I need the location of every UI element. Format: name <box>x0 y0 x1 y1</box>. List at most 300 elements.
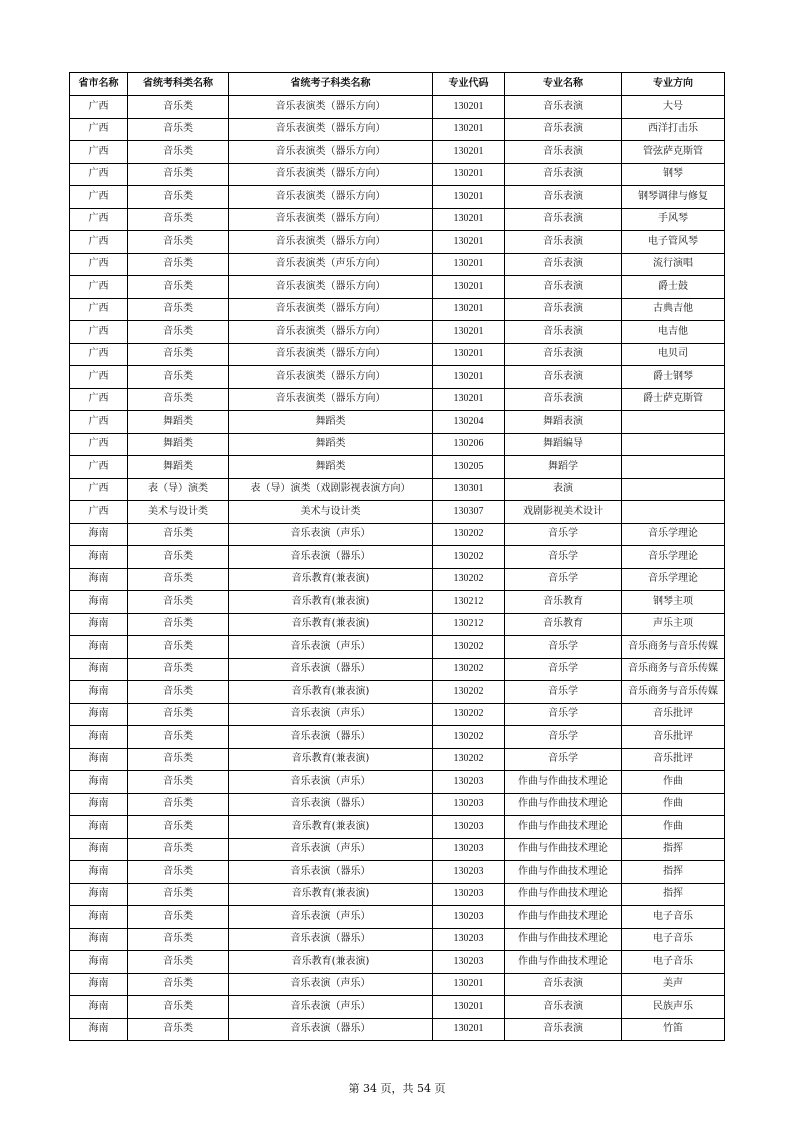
table-row <box>70 726 725 749</box>
cell-major-code: 130201 <box>433 186 505 209</box>
cell-province: 海南 <box>70 748 128 771</box>
cell-subcategory: 音乐教育(兼表演) <box>229 883 433 906</box>
cell-category: 音乐类 <box>128 366 229 389</box>
cell-major-code: 130203 <box>433 793 505 816</box>
table-header-row <box>70 73 725 96</box>
table-row <box>70 793 725 816</box>
cell-subcategory: 音乐表演（器乐） <box>229 1018 433 1041</box>
cell-major-direction: 电吉他 <box>622 321 725 344</box>
cell-subcategory: 音乐表演类（器乐方向） <box>229 163 433 186</box>
cell-category: 音乐类 <box>128 906 229 929</box>
cell-province: 海南 <box>70 793 128 816</box>
cell-major-direction: 爵士钢琴 <box>622 366 725 389</box>
cell-category: 音乐类 <box>128 883 229 906</box>
cell-province: 广西 <box>70 141 128 164</box>
cell-category: 音乐类 <box>128 681 229 704</box>
cell-major-direction: 民族声乐 <box>622 996 725 1019</box>
cell-subcategory: 音乐表演类（器乐方向） <box>229 276 433 299</box>
cell-major-code: 130212 <box>433 613 505 636</box>
cell-category: 音乐类 <box>128 208 229 231</box>
cell-province: 海南 <box>70 726 128 749</box>
table-row <box>70 973 725 996</box>
table-row <box>70 321 725 344</box>
cell-province: 广西 <box>70 388 128 411</box>
cell-major-direction: 音乐商务与音乐传媒 <box>622 681 725 704</box>
cell-major-code: 130201 <box>433 996 505 1019</box>
table-row <box>70 298 725 321</box>
cell-province: 海南 <box>70 703 128 726</box>
cell-subcategory: 音乐表演类（器乐方向） <box>229 366 433 389</box>
cell-category: 音乐类 <box>128 771 229 794</box>
cell-major-code: 130201 <box>433 253 505 276</box>
cell-category: 音乐类 <box>128 96 229 119</box>
cell-major-name: 音乐学 <box>505 703 622 726</box>
cell-major-direction: 作曲 <box>622 816 725 839</box>
cell-category: 音乐类 <box>128 861 229 884</box>
cell-major-direction: 指挥 <box>622 838 725 861</box>
cell-major-direction: 钢琴 <box>622 163 725 186</box>
cell-major-name: 音乐学 <box>505 681 622 704</box>
cell-major-name: 音乐学 <box>505 636 622 659</box>
cell-province: 广西 <box>70 163 128 186</box>
cell-subcategory: 音乐教育(兼表演) <box>229 816 433 839</box>
cell-category: 音乐类 <box>128 343 229 366</box>
major-table <box>69 72 725 1041</box>
cell-major-direction: 音乐商务与音乐传媒 <box>622 636 725 659</box>
cell-major-code: 130201 <box>433 388 505 411</box>
cell-subcategory: 音乐表演（声乐） <box>229 973 433 996</box>
cell-major-name: 音乐表演 <box>505 96 622 119</box>
cell-major-code: 130202 <box>433 726 505 749</box>
cell-major-code: 130201 <box>433 208 505 231</box>
cell-major-name: 音乐表演 <box>505 276 622 299</box>
cell-province: 海南 <box>70 906 128 929</box>
cell-category: 音乐类 <box>128 973 229 996</box>
cell-major-name: 音乐表演 <box>505 996 622 1019</box>
cell-major-direction <box>622 478 725 501</box>
cell-major-name: 舞蹈编导 <box>505 433 622 456</box>
cell-major-code: 130202 <box>433 748 505 771</box>
cell-major-name: 音乐表演 <box>505 388 622 411</box>
cell-major-name: 作曲与作曲技术理论 <box>505 928 622 951</box>
table-row <box>70 208 725 231</box>
cell-category: 音乐类 <box>128 321 229 344</box>
cell-major-name: 作曲与作曲技术理论 <box>505 883 622 906</box>
cell-major-direction: 音乐批评 <box>622 703 725 726</box>
cell-province: 广西 <box>70 96 128 119</box>
cell-category: 音乐类 <box>128 703 229 726</box>
cell-major-name: 音乐表演 <box>505 253 622 276</box>
table-row <box>70 163 725 186</box>
cell-major-code: 130201 <box>433 96 505 119</box>
cell-category: 舞蹈类 <box>128 411 229 434</box>
cell-major-direction <box>622 501 725 524</box>
cell-category: 音乐类 <box>128 523 229 546</box>
cell-major-code: 130201 <box>433 118 505 141</box>
cell-major-code: 130201 <box>433 276 505 299</box>
cell-subcategory: 音乐表演（声乐） <box>229 996 433 1019</box>
table-row <box>70 366 725 389</box>
table-row <box>70 703 725 726</box>
table-row <box>70 231 725 254</box>
cell-category: 音乐类 <box>128 568 229 591</box>
cell-province: 海南 <box>70 816 128 839</box>
cell-major-name: 音乐教育 <box>505 591 622 614</box>
cell-major-name: 音乐表演 <box>505 208 622 231</box>
cell-major-direction: 钢琴主项 <box>622 591 725 614</box>
cell-major-name: 作曲与作曲技术理论 <box>505 906 622 929</box>
cell-major-direction: 音乐批评 <box>622 726 725 749</box>
cell-subcategory: 音乐表演类（器乐方向） <box>229 231 433 254</box>
cell-major-name: 音乐表演 <box>505 1018 622 1041</box>
cell-subcategory: 音乐表演（声乐） <box>229 523 433 546</box>
cell-province: 海南 <box>70 591 128 614</box>
cell-major-code: 130307 <box>433 501 505 524</box>
cell-province: 广西 <box>70 501 128 524</box>
cell-major-name: 音乐表演 <box>505 186 622 209</box>
cell-province: 广西 <box>70 118 128 141</box>
table-row <box>70 253 725 276</box>
cell-province: 海南 <box>70 928 128 951</box>
cell-major-code: 130203 <box>433 883 505 906</box>
cell-major-code: 130203 <box>433 951 505 974</box>
cell-province: 广西 <box>70 456 128 479</box>
cell-major-code: 130201 <box>433 973 505 996</box>
cell-province: 广西 <box>70 366 128 389</box>
cell-category: 舞蹈类 <box>128 433 229 456</box>
cell-major-direction: 音乐学理论 <box>622 523 725 546</box>
cell-major-code: 130202 <box>433 681 505 704</box>
header-category: 省统考科类名称 <box>128 73 229 96</box>
cell-province: 海南 <box>70 523 128 546</box>
cell-category: 表（导）演类 <box>128 478 229 501</box>
cell-subcategory: 音乐表演（器乐） <box>229 546 433 569</box>
cell-major-name: 音乐学 <box>505 523 622 546</box>
cell-province: 海南 <box>70 681 128 704</box>
cell-subcategory: 音乐教育(兼表演) <box>229 613 433 636</box>
cell-province: 海南 <box>70 546 128 569</box>
table-row <box>70 276 725 299</box>
cell-subcategory: 音乐教育(兼表演) <box>229 681 433 704</box>
cell-subcategory: 音乐表演类（器乐方向） <box>229 343 433 366</box>
cell-major-direction: 爵士鼓 <box>622 276 725 299</box>
cell-major-direction: 指挥 <box>622 861 725 884</box>
cell-major-name: 音乐学 <box>505 568 622 591</box>
cell-province: 海南 <box>70 613 128 636</box>
cell-subcategory: 音乐表演类（器乐方向） <box>229 141 433 164</box>
cell-major-code: 130201 <box>433 141 505 164</box>
table-row <box>70 748 725 771</box>
cell-major-direction: 音乐学理论 <box>622 568 725 591</box>
cell-major-direction: 竹笛 <box>622 1018 725 1041</box>
cell-major-name: 音乐表演 <box>505 118 622 141</box>
table-row <box>70 478 725 501</box>
cell-major-direction: 声乐主项 <box>622 613 725 636</box>
cell-major-direction: 音乐商务与音乐传媒 <box>622 658 725 681</box>
cell-major-code: 130212 <box>433 591 505 614</box>
cell-subcategory: 音乐表演类（器乐方向） <box>229 118 433 141</box>
cell-major-code: 130203 <box>433 838 505 861</box>
cell-subcategory: 音乐教育(兼表演) <box>229 591 433 614</box>
cell-province: 广西 <box>70 411 128 434</box>
cell-subcategory: 音乐表演（声乐） <box>229 703 433 726</box>
cell-major-direction: 流行演唱 <box>622 253 725 276</box>
cell-major-code: 130201 <box>433 163 505 186</box>
cell-subcategory: 舞蹈类 <box>229 411 433 434</box>
cell-major-name: 音乐学 <box>505 658 622 681</box>
table-row <box>70 96 725 119</box>
cell-subcategory: 音乐教育(兼表演) <box>229 951 433 974</box>
table-row <box>70 838 725 861</box>
cell-subcategory: 音乐教育(兼表演) <box>229 568 433 591</box>
cell-province: 广西 <box>70 276 128 299</box>
table-row <box>70 996 725 1019</box>
cell-major-direction: 作曲 <box>622 771 725 794</box>
cell-province: 广西 <box>70 478 128 501</box>
cell-major-code: 130204 <box>433 411 505 434</box>
table-row <box>70 906 725 929</box>
table-row <box>70 816 725 839</box>
cell-major-direction: 音乐学理论 <box>622 546 725 569</box>
table-row <box>70 928 725 951</box>
cell-category: 舞蹈类 <box>128 456 229 479</box>
cell-major-name: 音乐教育 <box>505 613 622 636</box>
cell-category: 音乐类 <box>128 388 229 411</box>
cell-subcategory: 音乐表演（声乐） <box>229 636 433 659</box>
table-row <box>70 433 725 456</box>
page-footer: 第 34 页，共 54 页 <box>348 1082 446 1095</box>
table-row <box>70 343 725 366</box>
table-row <box>70 658 725 681</box>
table-row <box>70 501 725 524</box>
table-row <box>70 568 725 591</box>
cell-category: 音乐类 <box>128 231 229 254</box>
cell-major-name: 音乐表演 <box>505 343 622 366</box>
cell-category: 音乐类 <box>128 186 229 209</box>
cell-major-direction: 钢琴调律与修复 <box>622 186 725 209</box>
cell-category: 音乐类 <box>128 1018 229 1041</box>
cell-subcategory: 音乐表演（器乐） <box>229 658 433 681</box>
cell-major-direction: 音乐批评 <box>622 748 725 771</box>
cell-major-name: 作曲与作曲技术理论 <box>505 838 622 861</box>
cell-major-code: 130203 <box>433 906 505 929</box>
cell-subcategory: 音乐表演类（器乐方向） <box>229 96 433 119</box>
cell-province: 海南 <box>70 658 128 681</box>
cell-major-direction: 西洋打击乐 <box>622 118 725 141</box>
cell-subcategory: 音乐表演（声乐） <box>229 838 433 861</box>
cell-major-code: 130203 <box>433 771 505 794</box>
cell-category: 美术与设计类 <box>128 501 229 524</box>
cell-major-direction: 爵士萨克斯管 <box>622 388 725 411</box>
cell-category: 音乐类 <box>128 996 229 1019</box>
cell-major-direction: 管弦萨克斯管 <box>622 141 725 164</box>
table-row <box>70 861 725 884</box>
cell-major-name: 表演 <box>505 478 622 501</box>
cell-major-name: 音乐表演 <box>505 231 622 254</box>
cell-category: 音乐类 <box>128 276 229 299</box>
cell-major-code: 130202 <box>433 636 505 659</box>
cell-major-direction: 电贝司 <box>622 343 725 366</box>
table-row <box>70 636 725 659</box>
cell-province: 广西 <box>70 433 128 456</box>
cell-major-direction: 电子音乐 <box>622 951 725 974</box>
cell-province: 广西 <box>70 231 128 254</box>
cell-major-name: 作曲与作曲技术理论 <box>505 816 622 839</box>
cell-province: 广西 <box>70 186 128 209</box>
cell-major-name: 音乐表演 <box>505 973 622 996</box>
table-row <box>70 523 725 546</box>
cell-subcategory: 音乐表演类（器乐方向） <box>229 186 433 209</box>
cell-province: 广西 <box>70 208 128 231</box>
table-row <box>70 141 725 164</box>
cell-category: 音乐类 <box>128 838 229 861</box>
cell-major-direction <box>622 411 725 434</box>
cell-major-direction: 指挥 <box>622 883 725 906</box>
cell-major-code: 130201 <box>433 366 505 389</box>
header-province: 省市名称 <box>70 73 128 96</box>
cell-category: 音乐类 <box>128 748 229 771</box>
cell-subcategory: 音乐表演（声乐） <box>229 771 433 794</box>
cell-major-name: 音乐学 <box>505 726 622 749</box>
cell-province: 海南 <box>70 951 128 974</box>
cell-major-code: 130205 <box>433 456 505 479</box>
cell-subcategory: 音乐教育(兼表演) <box>229 748 433 771</box>
cell-major-code: 130201 <box>433 321 505 344</box>
cell-major-code: 130203 <box>433 816 505 839</box>
cell-subcategory: 表（导）演类（戏剧影视表演方向） <box>229 478 433 501</box>
cell-province: 广西 <box>70 343 128 366</box>
table-row <box>70 456 725 479</box>
table-row <box>70 681 725 704</box>
cell-subcategory: 舞蹈类 <box>229 433 433 456</box>
cell-major-name: 音乐表演 <box>505 366 622 389</box>
cell-major-code: 130202 <box>433 568 505 591</box>
cell-category: 音乐类 <box>128 816 229 839</box>
cell-category: 音乐类 <box>128 118 229 141</box>
cell-subcategory: 音乐表演类（器乐方向） <box>229 208 433 231</box>
cell-major-code: 130203 <box>433 928 505 951</box>
cell-subcategory: 美术与设计类 <box>229 501 433 524</box>
cell-category: 音乐类 <box>128 163 229 186</box>
cell-major-code: 130202 <box>433 703 505 726</box>
cell-subcategory: 音乐表演类（器乐方向） <box>229 321 433 344</box>
table-row <box>70 388 725 411</box>
cell-category: 音乐类 <box>128 636 229 659</box>
cell-major-name: 作曲与作曲技术理论 <box>505 771 622 794</box>
table-row <box>70 546 725 569</box>
cell-subcategory: 音乐表演类（声乐方向） <box>229 253 433 276</box>
cell-major-code: 130203 <box>433 861 505 884</box>
header-major-code: 专业代码 <box>433 73 505 96</box>
cell-major-direction <box>622 456 725 479</box>
cell-major-direction: 美声 <box>622 973 725 996</box>
cell-major-direction: 作曲 <box>622 793 725 816</box>
table-row <box>70 951 725 974</box>
cell-major-direction: 电子管风琴 <box>622 231 725 254</box>
cell-category: 音乐类 <box>128 613 229 636</box>
cell-major-direction: 电子音乐 <box>622 906 725 929</box>
cell-province: 海南 <box>70 838 128 861</box>
cell-category: 音乐类 <box>128 951 229 974</box>
cell-province: 海南 <box>70 973 128 996</box>
cell-major-direction: 电子音乐 <box>622 928 725 951</box>
header-major-name: 专业名称 <box>505 73 622 96</box>
cell-province: 海南 <box>70 883 128 906</box>
cell-major-name: 舞蹈学 <box>505 456 622 479</box>
cell-category: 音乐类 <box>128 253 229 276</box>
cell-province: 广西 <box>70 321 128 344</box>
cell-category: 音乐类 <box>128 298 229 321</box>
cell-subcategory: 音乐表演（器乐） <box>229 726 433 749</box>
header-major-direction: 专业方向 <box>622 73 725 96</box>
cell-category: 音乐类 <box>128 793 229 816</box>
table-row <box>70 613 725 636</box>
header-subcategory: 省统考子科类名称 <box>229 73 433 96</box>
cell-major-name: 作曲与作曲技术理论 <box>505 793 622 816</box>
cell-major-name: 音乐表演 <box>505 321 622 344</box>
table-row <box>70 591 725 614</box>
table-body <box>70 96 725 1041</box>
cell-major-code: 130202 <box>433 658 505 681</box>
cell-major-name: 音乐表演 <box>505 141 622 164</box>
table-row <box>70 883 725 906</box>
table-row <box>70 1018 725 1041</box>
cell-province: 海南 <box>70 636 128 659</box>
cell-subcategory: 音乐表演（器乐） <box>229 793 433 816</box>
cell-subcategory: 音乐表演（器乐） <box>229 928 433 951</box>
cell-category: 音乐类 <box>128 726 229 749</box>
cell-subcategory: 音乐表演类（器乐方向） <box>229 388 433 411</box>
cell-major-name: 戏剧影视美术设计 <box>505 501 622 524</box>
table-row <box>70 771 725 794</box>
cell-province: 广西 <box>70 298 128 321</box>
cell-province: 广西 <box>70 253 128 276</box>
cell-major-name: 舞蹈表演 <box>505 411 622 434</box>
table-row <box>70 411 725 434</box>
cell-major-direction: 古典吉他 <box>622 298 725 321</box>
cell-major-direction: 大号 <box>622 96 725 119</box>
cell-major-name: 音乐表演 <box>505 163 622 186</box>
cell-major-direction <box>622 433 725 456</box>
cell-category: 音乐类 <box>128 591 229 614</box>
cell-province: 海南 <box>70 568 128 591</box>
cell-major-code: 130206 <box>433 433 505 456</box>
cell-category: 音乐类 <box>128 141 229 164</box>
cell-province: 海南 <box>70 861 128 884</box>
cell-major-direction: 手风琴 <box>622 208 725 231</box>
cell-major-code: 130201 <box>433 231 505 254</box>
cell-major-code: 130201 <box>433 1018 505 1041</box>
cell-major-code: 130301 <box>433 478 505 501</box>
cell-major-name: 作曲与作曲技术理论 <box>505 861 622 884</box>
cell-subcategory: 音乐表演（器乐） <box>229 861 433 884</box>
table-row <box>70 118 725 141</box>
cell-province: 海南 <box>70 1018 128 1041</box>
cell-province: 海南 <box>70 996 128 1019</box>
cell-major-name: 音乐表演 <box>505 298 622 321</box>
cell-major-name: 音乐学 <box>505 748 622 771</box>
cell-subcategory: 音乐表演类（器乐方向） <box>229 298 433 321</box>
cell-major-code: 130201 <box>433 298 505 321</box>
cell-major-name: 作曲与作曲技术理论 <box>505 951 622 974</box>
table-row <box>70 186 725 209</box>
cell-category: 音乐类 <box>128 658 229 681</box>
cell-subcategory: 音乐表演（声乐） <box>229 906 433 929</box>
cell-category: 音乐类 <box>128 546 229 569</box>
cell-major-code: 130202 <box>433 546 505 569</box>
cell-major-code: 130202 <box>433 523 505 546</box>
cell-major-name: 音乐学 <box>505 546 622 569</box>
